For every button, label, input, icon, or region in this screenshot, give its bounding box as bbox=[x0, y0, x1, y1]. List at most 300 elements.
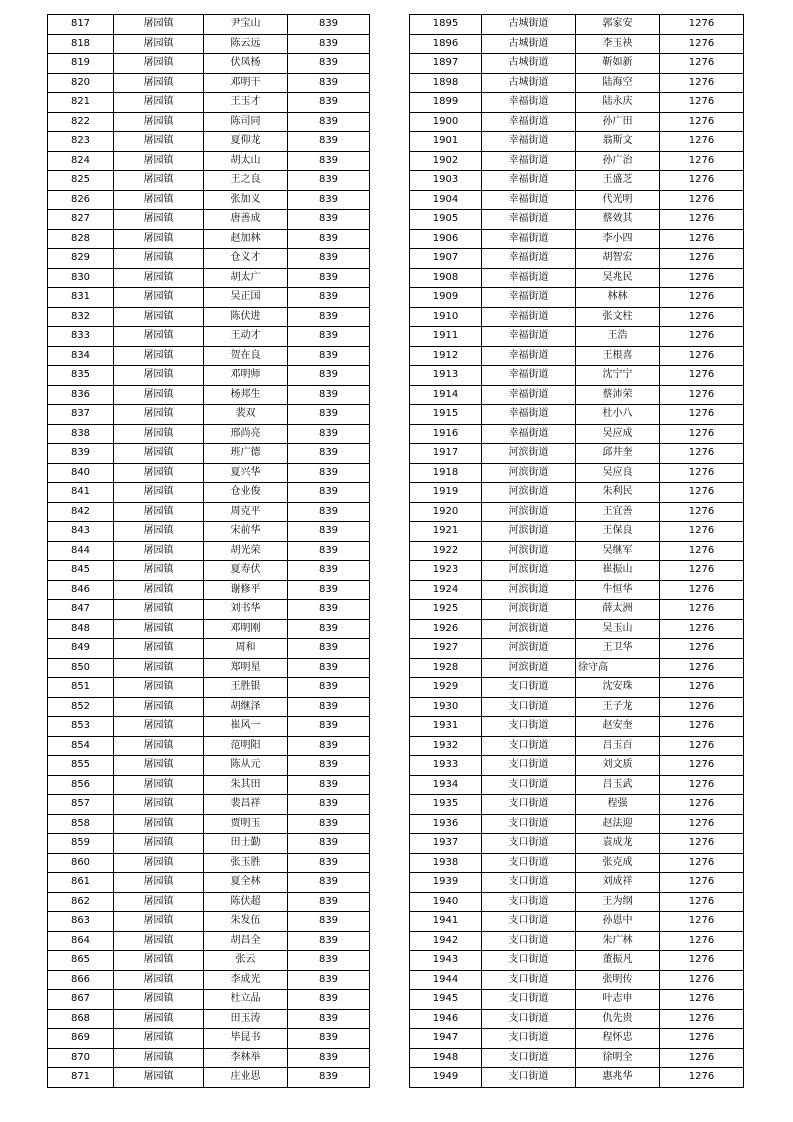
table-row bbox=[410, 327, 744, 347]
amount-cell: 1276 bbox=[660, 366, 744, 386]
serial-number-cell: 822 bbox=[48, 112, 114, 132]
serial-number-cell: 1943 bbox=[410, 951, 482, 971]
serial-number-cell: 846 bbox=[48, 580, 114, 600]
township-cell: 幸福街道 bbox=[482, 190, 576, 210]
amount-cell: 1276 bbox=[660, 892, 744, 912]
amount-cell: 1276 bbox=[660, 229, 744, 249]
table-row bbox=[410, 853, 744, 873]
township-cell: 屠园镇 bbox=[114, 697, 204, 717]
township-cell: 支口街道 bbox=[482, 814, 576, 834]
serial-number-cell: 845 bbox=[48, 561, 114, 581]
name-cell: 刘文质 bbox=[576, 756, 660, 776]
amount-cell: 1276 bbox=[660, 54, 744, 74]
table-row bbox=[410, 873, 744, 893]
serial-number-cell: 829 bbox=[48, 249, 114, 269]
name-cell: 朱利民 bbox=[576, 483, 660, 503]
name-cell: 崔振山 bbox=[576, 561, 660, 581]
name-cell: 牛恒华 bbox=[576, 580, 660, 600]
amount-cell: 839 bbox=[288, 658, 370, 678]
township-cell: 屠园镇 bbox=[114, 249, 204, 269]
township-cell: 河滨街道 bbox=[482, 600, 576, 620]
township-cell: 屠园镇 bbox=[114, 522, 204, 542]
table-row bbox=[410, 1029, 744, 1049]
serial-number-cell: 831 bbox=[48, 288, 114, 308]
name-cell: 王胜银 bbox=[204, 678, 288, 698]
township-cell: 支口街道 bbox=[482, 736, 576, 756]
serial-number-cell: 1917 bbox=[410, 444, 482, 464]
table-row bbox=[48, 873, 370, 893]
name-cell: 王之良 bbox=[204, 171, 288, 191]
amount-cell: 839 bbox=[288, 463, 370, 483]
amount-cell: 839 bbox=[288, 93, 370, 113]
serial-number-cell: 857 bbox=[48, 795, 114, 815]
name-cell: 仓义才 bbox=[204, 249, 288, 269]
name-cell: 吴玉山 bbox=[576, 619, 660, 639]
amount-cell: 839 bbox=[288, 483, 370, 503]
amount-cell: 839 bbox=[288, 951, 370, 971]
name-cell: 邓明师 bbox=[204, 366, 288, 386]
serial-number-cell: 844 bbox=[48, 541, 114, 561]
township-cell: 河滨街道 bbox=[482, 541, 576, 561]
amount-cell: 1276 bbox=[660, 834, 744, 854]
township-cell: 屠园镇 bbox=[114, 463, 204, 483]
township-cell: 屠园镇 bbox=[114, 951, 204, 971]
table-row bbox=[48, 385, 370, 405]
amount-cell: 1276 bbox=[660, 658, 744, 678]
serial-number-cell: 1947 bbox=[410, 1029, 482, 1049]
name-cell: 刘书华 bbox=[204, 600, 288, 620]
township-cell: 支口街道 bbox=[482, 970, 576, 990]
serial-number-cell: 858 bbox=[48, 814, 114, 834]
table-row bbox=[410, 756, 744, 776]
amount-cell: 839 bbox=[288, 736, 370, 756]
township-cell: 河滨街道 bbox=[482, 561, 576, 581]
right-table-body bbox=[410, 15, 744, 1088]
name-cell: 陈伏进 bbox=[204, 307, 288, 327]
name-cell: 夏寿伏 bbox=[204, 561, 288, 581]
serial-number-cell: 820 bbox=[48, 73, 114, 93]
amount-cell: 839 bbox=[288, 151, 370, 171]
township-cell: 支口街道 bbox=[482, 892, 576, 912]
table-row bbox=[48, 853, 370, 873]
amount-cell: 1276 bbox=[660, 1048, 744, 1068]
township-cell: 河滨街道 bbox=[482, 619, 576, 639]
serial-number-cell: 818 bbox=[48, 34, 114, 54]
table-row bbox=[410, 990, 744, 1010]
name-cell: 范明阳 bbox=[204, 736, 288, 756]
serial-number-cell: 1907 bbox=[410, 249, 482, 269]
serial-number-cell: 823 bbox=[48, 132, 114, 152]
township-cell: 屠园镇 bbox=[114, 717, 204, 737]
serial-number-cell: 1902 bbox=[410, 151, 482, 171]
serial-number-cell: 1941 bbox=[410, 912, 482, 932]
township-cell: 屠园镇 bbox=[114, 639, 204, 659]
table-row bbox=[48, 892, 370, 912]
amount-cell: 839 bbox=[288, 171, 370, 191]
township-cell: 幸福街道 bbox=[482, 249, 576, 269]
name-cell: 王保良 bbox=[576, 522, 660, 542]
serial-number-cell: 854 bbox=[48, 736, 114, 756]
table-row bbox=[410, 424, 744, 444]
amount-cell: 839 bbox=[288, 366, 370, 386]
table-row bbox=[410, 385, 744, 405]
township-cell: 古城街道 bbox=[482, 34, 576, 54]
serial-number-cell: 1918 bbox=[410, 463, 482, 483]
table-row bbox=[410, 678, 744, 698]
amount-cell: 839 bbox=[288, 639, 370, 659]
name-cell: 胡光荣 bbox=[204, 541, 288, 561]
table-row bbox=[48, 580, 370, 600]
table-row bbox=[410, 15, 744, 35]
amount-cell: 1276 bbox=[660, 463, 744, 483]
township-cell: 屠园镇 bbox=[114, 112, 204, 132]
table-row bbox=[48, 697, 370, 717]
township-cell: 河滨街道 bbox=[482, 483, 576, 503]
table-row bbox=[48, 639, 370, 659]
township-cell: 支口街道 bbox=[482, 697, 576, 717]
amount-cell: 1276 bbox=[660, 541, 744, 561]
amount-cell: 1276 bbox=[660, 1029, 744, 1049]
township-cell: 支口街道 bbox=[482, 951, 576, 971]
table-row bbox=[410, 366, 744, 386]
amount-cell: 839 bbox=[288, 522, 370, 542]
township-cell: 屠园镇 bbox=[114, 814, 204, 834]
amount-cell: 839 bbox=[288, 34, 370, 54]
left-table-body bbox=[48, 15, 370, 1088]
table-row bbox=[410, 600, 744, 620]
amount-cell: 1276 bbox=[660, 912, 744, 932]
table-row bbox=[48, 951, 370, 971]
serial-number-cell: 1944 bbox=[410, 970, 482, 990]
name-cell: 孙广田 bbox=[576, 112, 660, 132]
serial-number-cell: 847 bbox=[48, 600, 114, 620]
amount-cell: 1276 bbox=[660, 580, 744, 600]
table-row bbox=[48, 619, 370, 639]
left-table bbox=[47, 14, 370, 1088]
township-cell: 支口街道 bbox=[482, 873, 576, 893]
amount-cell: 1276 bbox=[660, 73, 744, 93]
table-row bbox=[410, 34, 744, 54]
serial-number-cell: 849 bbox=[48, 639, 114, 659]
amount-cell: 839 bbox=[288, 502, 370, 522]
name-cell: 王玉才 bbox=[204, 93, 288, 113]
amount-cell: 1276 bbox=[660, 814, 744, 834]
table-row bbox=[48, 15, 370, 35]
name-cell: 薛太洲 bbox=[576, 600, 660, 620]
name-cell: 王卫华 bbox=[576, 639, 660, 659]
amount-cell: 1276 bbox=[660, 268, 744, 288]
serial-number-cell: 866 bbox=[48, 970, 114, 990]
township-cell: 屠园镇 bbox=[114, 502, 204, 522]
amount-cell: 839 bbox=[288, 307, 370, 327]
table-row bbox=[48, 54, 370, 74]
name-cell: 田玉涛 bbox=[204, 1009, 288, 1029]
amount-cell: 1276 bbox=[660, 697, 744, 717]
serial-number-cell: 1913 bbox=[410, 366, 482, 386]
serial-number-cell: 860 bbox=[48, 853, 114, 873]
amount-cell: 839 bbox=[288, 1048, 370, 1068]
township-cell: 幸福街道 bbox=[482, 268, 576, 288]
name-cell: 裴昌祥 bbox=[204, 795, 288, 815]
serial-number-cell: 870 bbox=[48, 1048, 114, 1068]
table-row bbox=[410, 444, 744, 464]
table-row bbox=[410, 1068, 744, 1088]
name-cell: 邓明干 bbox=[204, 73, 288, 93]
table-row bbox=[48, 678, 370, 698]
table-row bbox=[48, 424, 370, 444]
amount-cell: 1276 bbox=[660, 678, 744, 698]
amount-cell: 839 bbox=[288, 190, 370, 210]
serial-number-cell: 1910 bbox=[410, 307, 482, 327]
amount-cell: 1276 bbox=[660, 600, 744, 620]
name-cell: 邱井奎 bbox=[576, 444, 660, 464]
name-cell: 唐善成 bbox=[204, 210, 288, 230]
amount-cell: 839 bbox=[288, 580, 370, 600]
name-cell: 邢尚亮 bbox=[204, 424, 288, 444]
table-row bbox=[410, 717, 744, 737]
serial-number-cell: 1916 bbox=[410, 424, 482, 444]
table-row bbox=[410, 1009, 744, 1029]
table-row bbox=[410, 541, 744, 561]
table-row bbox=[48, 970, 370, 990]
township-cell: 屠园镇 bbox=[114, 658, 204, 678]
serial-number-cell: 1905 bbox=[410, 210, 482, 230]
serial-number-cell: 842 bbox=[48, 502, 114, 522]
township-cell: 河滨街道 bbox=[482, 463, 576, 483]
township-cell: 幸福街道 bbox=[482, 210, 576, 230]
name-cell: 贺在良 bbox=[204, 346, 288, 366]
table-row bbox=[410, 639, 744, 659]
township-cell: 古城街道 bbox=[482, 15, 576, 35]
name-cell: 赵加林 bbox=[204, 229, 288, 249]
township-cell: 支口街道 bbox=[482, 1048, 576, 1068]
serial-number-cell: 867 bbox=[48, 990, 114, 1010]
name-cell: 裴双 bbox=[204, 405, 288, 425]
serial-number-cell: 1914 bbox=[410, 385, 482, 405]
township-cell: 幸福街道 bbox=[482, 229, 576, 249]
township-cell: 古城街道 bbox=[482, 54, 576, 74]
name-cell: 张明传 bbox=[576, 970, 660, 990]
township-cell: 幸福街道 bbox=[482, 346, 576, 366]
amount-cell: 1276 bbox=[660, 93, 744, 113]
table-row bbox=[48, 1068, 370, 1088]
name-cell: 田士勤 bbox=[204, 834, 288, 854]
amount-cell: 839 bbox=[288, 970, 370, 990]
table-row bbox=[410, 210, 744, 230]
serial-number-cell: 1899 bbox=[410, 93, 482, 113]
township-cell: 幸福街道 bbox=[482, 366, 576, 386]
table-row bbox=[48, 561, 370, 581]
amount-cell: 1276 bbox=[660, 990, 744, 1010]
serial-number-cell: 851 bbox=[48, 678, 114, 698]
serial-number-cell: 848 bbox=[48, 619, 114, 639]
name-cell: 王动才 bbox=[204, 327, 288, 347]
township-cell: 屠园镇 bbox=[114, 931, 204, 951]
name-cell: 叶志申 bbox=[576, 990, 660, 1010]
name-cell: 陈云远 bbox=[204, 34, 288, 54]
serial-number-cell: 1930 bbox=[410, 697, 482, 717]
serial-number-cell: 1912 bbox=[410, 346, 482, 366]
township-cell: 幸福街道 bbox=[482, 385, 576, 405]
amount-cell: 1276 bbox=[660, 346, 744, 366]
township-cell: 河滨街道 bbox=[482, 444, 576, 464]
name-cell: 程强 bbox=[576, 795, 660, 815]
serial-number-cell: 824 bbox=[48, 151, 114, 171]
table-row bbox=[48, 327, 370, 347]
table-row bbox=[410, 463, 744, 483]
amount-cell: 839 bbox=[288, 834, 370, 854]
name-cell: 陈司同 bbox=[204, 112, 288, 132]
amount-cell: 1276 bbox=[660, 112, 744, 132]
township-cell: 河滨街道 bbox=[482, 639, 576, 659]
township-cell: 幸福街道 bbox=[482, 424, 576, 444]
township-cell: 屠园镇 bbox=[114, 405, 204, 425]
township-cell: 屠园镇 bbox=[114, 600, 204, 620]
amount-cell: 839 bbox=[288, 619, 370, 639]
amount-cell: 1276 bbox=[660, 873, 744, 893]
table-row bbox=[410, 522, 744, 542]
amount-cell: 1276 bbox=[660, 795, 744, 815]
name-cell: 惠兆华 bbox=[576, 1068, 660, 1088]
name-cell: 代光明 bbox=[576, 190, 660, 210]
serial-number-cell: 1911 bbox=[410, 327, 482, 347]
township-cell: 屠园镇 bbox=[114, 34, 204, 54]
township-cell: 幸福街道 bbox=[482, 405, 576, 425]
table-row bbox=[48, 190, 370, 210]
table-row bbox=[48, 405, 370, 425]
serial-number-cell: 1896 bbox=[410, 34, 482, 54]
serial-number-cell: 865 bbox=[48, 951, 114, 971]
name-cell: 胡太山 bbox=[204, 151, 288, 171]
amount-cell: 1276 bbox=[660, 151, 744, 171]
serial-number-cell: 1948 bbox=[410, 1048, 482, 1068]
table-row bbox=[410, 736, 744, 756]
township-cell: 古城街道 bbox=[482, 73, 576, 93]
amount-cell: 839 bbox=[288, 600, 370, 620]
serial-number-cell: 843 bbox=[48, 522, 114, 542]
name-cell: 李玉袂 bbox=[576, 34, 660, 54]
township-cell: 屠园镇 bbox=[114, 93, 204, 113]
serial-number-cell: 1932 bbox=[410, 736, 482, 756]
amount-cell: 839 bbox=[288, 795, 370, 815]
township-cell: 幸福街道 bbox=[482, 327, 576, 347]
name-cell: 周和 bbox=[204, 639, 288, 659]
table-row bbox=[48, 210, 370, 230]
township-cell: 支口街道 bbox=[482, 775, 576, 795]
serial-number-cell: 836 bbox=[48, 385, 114, 405]
township-cell: 屠园镇 bbox=[114, 424, 204, 444]
serial-number-cell: 871 bbox=[48, 1068, 114, 1088]
amount-cell: 1276 bbox=[660, 327, 744, 347]
serial-number-cell: 828 bbox=[48, 229, 114, 249]
right-table bbox=[409, 14, 744, 1088]
township-cell: 河滨街道 bbox=[482, 522, 576, 542]
township-cell: 屠园镇 bbox=[114, 307, 204, 327]
name-cell: 陆永庆 bbox=[576, 93, 660, 113]
serial-number-cell: 1898 bbox=[410, 73, 482, 93]
township-cell: 支口街道 bbox=[482, 834, 576, 854]
amount-cell: 1276 bbox=[660, 931, 744, 951]
name-cell: 王宜善 bbox=[576, 502, 660, 522]
serial-number-cell: 856 bbox=[48, 775, 114, 795]
name-cell: 林林 bbox=[576, 288, 660, 308]
name-cell: 庄业思 bbox=[204, 1068, 288, 1088]
name-cell: 徐明全 bbox=[576, 1048, 660, 1068]
serial-number-cell: 868 bbox=[48, 1009, 114, 1029]
township-cell: 屠园镇 bbox=[114, 346, 204, 366]
township-cell: 支口街道 bbox=[482, 1029, 576, 1049]
name-cell: 仇先贵 bbox=[576, 1009, 660, 1029]
name-cell: 徐守高 bbox=[576, 658, 660, 678]
table-row bbox=[48, 522, 370, 542]
table-row bbox=[410, 951, 744, 971]
name-cell: 李成光 bbox=[204, 970, 288, 990]
amount-cell: 1276 bbox=[660, 619, 744, 639]
amount-cell: 1276 bbox=[660, 639, 744, 659]
table-row bbox=[48, 502, 370, 522]
township-cell: 屠园镇 bbox=[114, 171, 204, 191]
serial-number-cell: 1929 bbox=[410, 678, 482, 698]
serial-number-cell: 834 bbox=[48, 346, 114, 366]
serial-number-cell: 841 bbox=[48, 483, 114, 503]
township-cell: 屠园镇 bbox=[114, 834, 204, 854]
township-cell: 屠园镇 bbox=[114, 444, 204, 464]
serial-number-cell: 837 bbox=[48, 405, 114, 425]
amount-cell: 839 bbox=[288, 229, 370, 249]
township-cell: 屠园镇 bbox=[114, 619, 204, 639]
table-row bbox=[410, 268, 744, 288]
township-cell: 屠园镇 bbox=[114, 1048, 204, 1068]
name-cell: 陈伏超 bbox=[204, 892, 288, 912]
serial-number-cell: 835 bbox=[48, 366, 114, 386]
name-cell: 周克平 bbox=[204, 502, 288, 522]
amount-cell: 839 bbox=[288, 327, 370, 347]
name-cell: 朱其田 bbox=[204, 775, 288, 795]
name-cell: 蔡效其 bbox=[576, 210, 660, 230]
table-row bbox=[48, 463, 370, 483]
serial-number-cell: 855 bbox=[48, 756, 114, 776]
name-cell: 赵安奎 bbox=[576, 717, 660, 737]
table-row bbox=[410, 249, 744, 269]
table-row bbox=[410, 795, 744, 815]
name-cell: 程怀忠 bbox=[576, 1029, 660, 1049]
amount-cell: 839 bbox=[288, 697, 370, 717]
table-row bbox=[48, 229, 370, 249]
amount-cell: 839 bbox=[288, 561, 370, 581]
amount-cell: 839 bbox=[288, 873, 370, 893]
amount-cell: 839 bbox=[288, 990, 370, 1010]
amount-cell: 839 bbox=[288, 132, 370, 152]
township-cell: 屠园镇 bbox=[114, 73, 204, 93]
serial-number-cell: 869 bbox=[48, 1029, 114, 1049]
amount-cell: 1276 bbox=[660, 775, 744, 795]
table-row bbox=[48, 775, 370, 795]
township-cell: 屠园镇 bbox=[114, 678, 204, 698]
name-cell: 朱广林 bbox=[576, 931, 660, 951]
township-cell: 支口街道 bbox=[482, 717, 576, 737]
serial-number-cell: 817 bbox=[48, 15, 114, 35]
name-cell: 王根喜 bbox=[576, 346, 660, 366]
amount-cell: 1276 bbox=[660, 210, 744, 230]
amount-cell: 1276 bbox=[660, 132, 744, 152]
table-row bbox=[48, 34, 370, 54]
serial-number-cell: 864 bbox=[48, 931, 114, 951]
table-row bbox=[48, 73, 370, 93]
name-cell: 王浩 bbox=[576, 327, 660, 347]
serial-number-cell: 839 bbox=[48, 444, 114, 464]
township-cell: 屠园镇 bbox=[114, 1009, 204, 1029]
township-cell: 屠园镇 bbox=[114, 756, 204, 776]
